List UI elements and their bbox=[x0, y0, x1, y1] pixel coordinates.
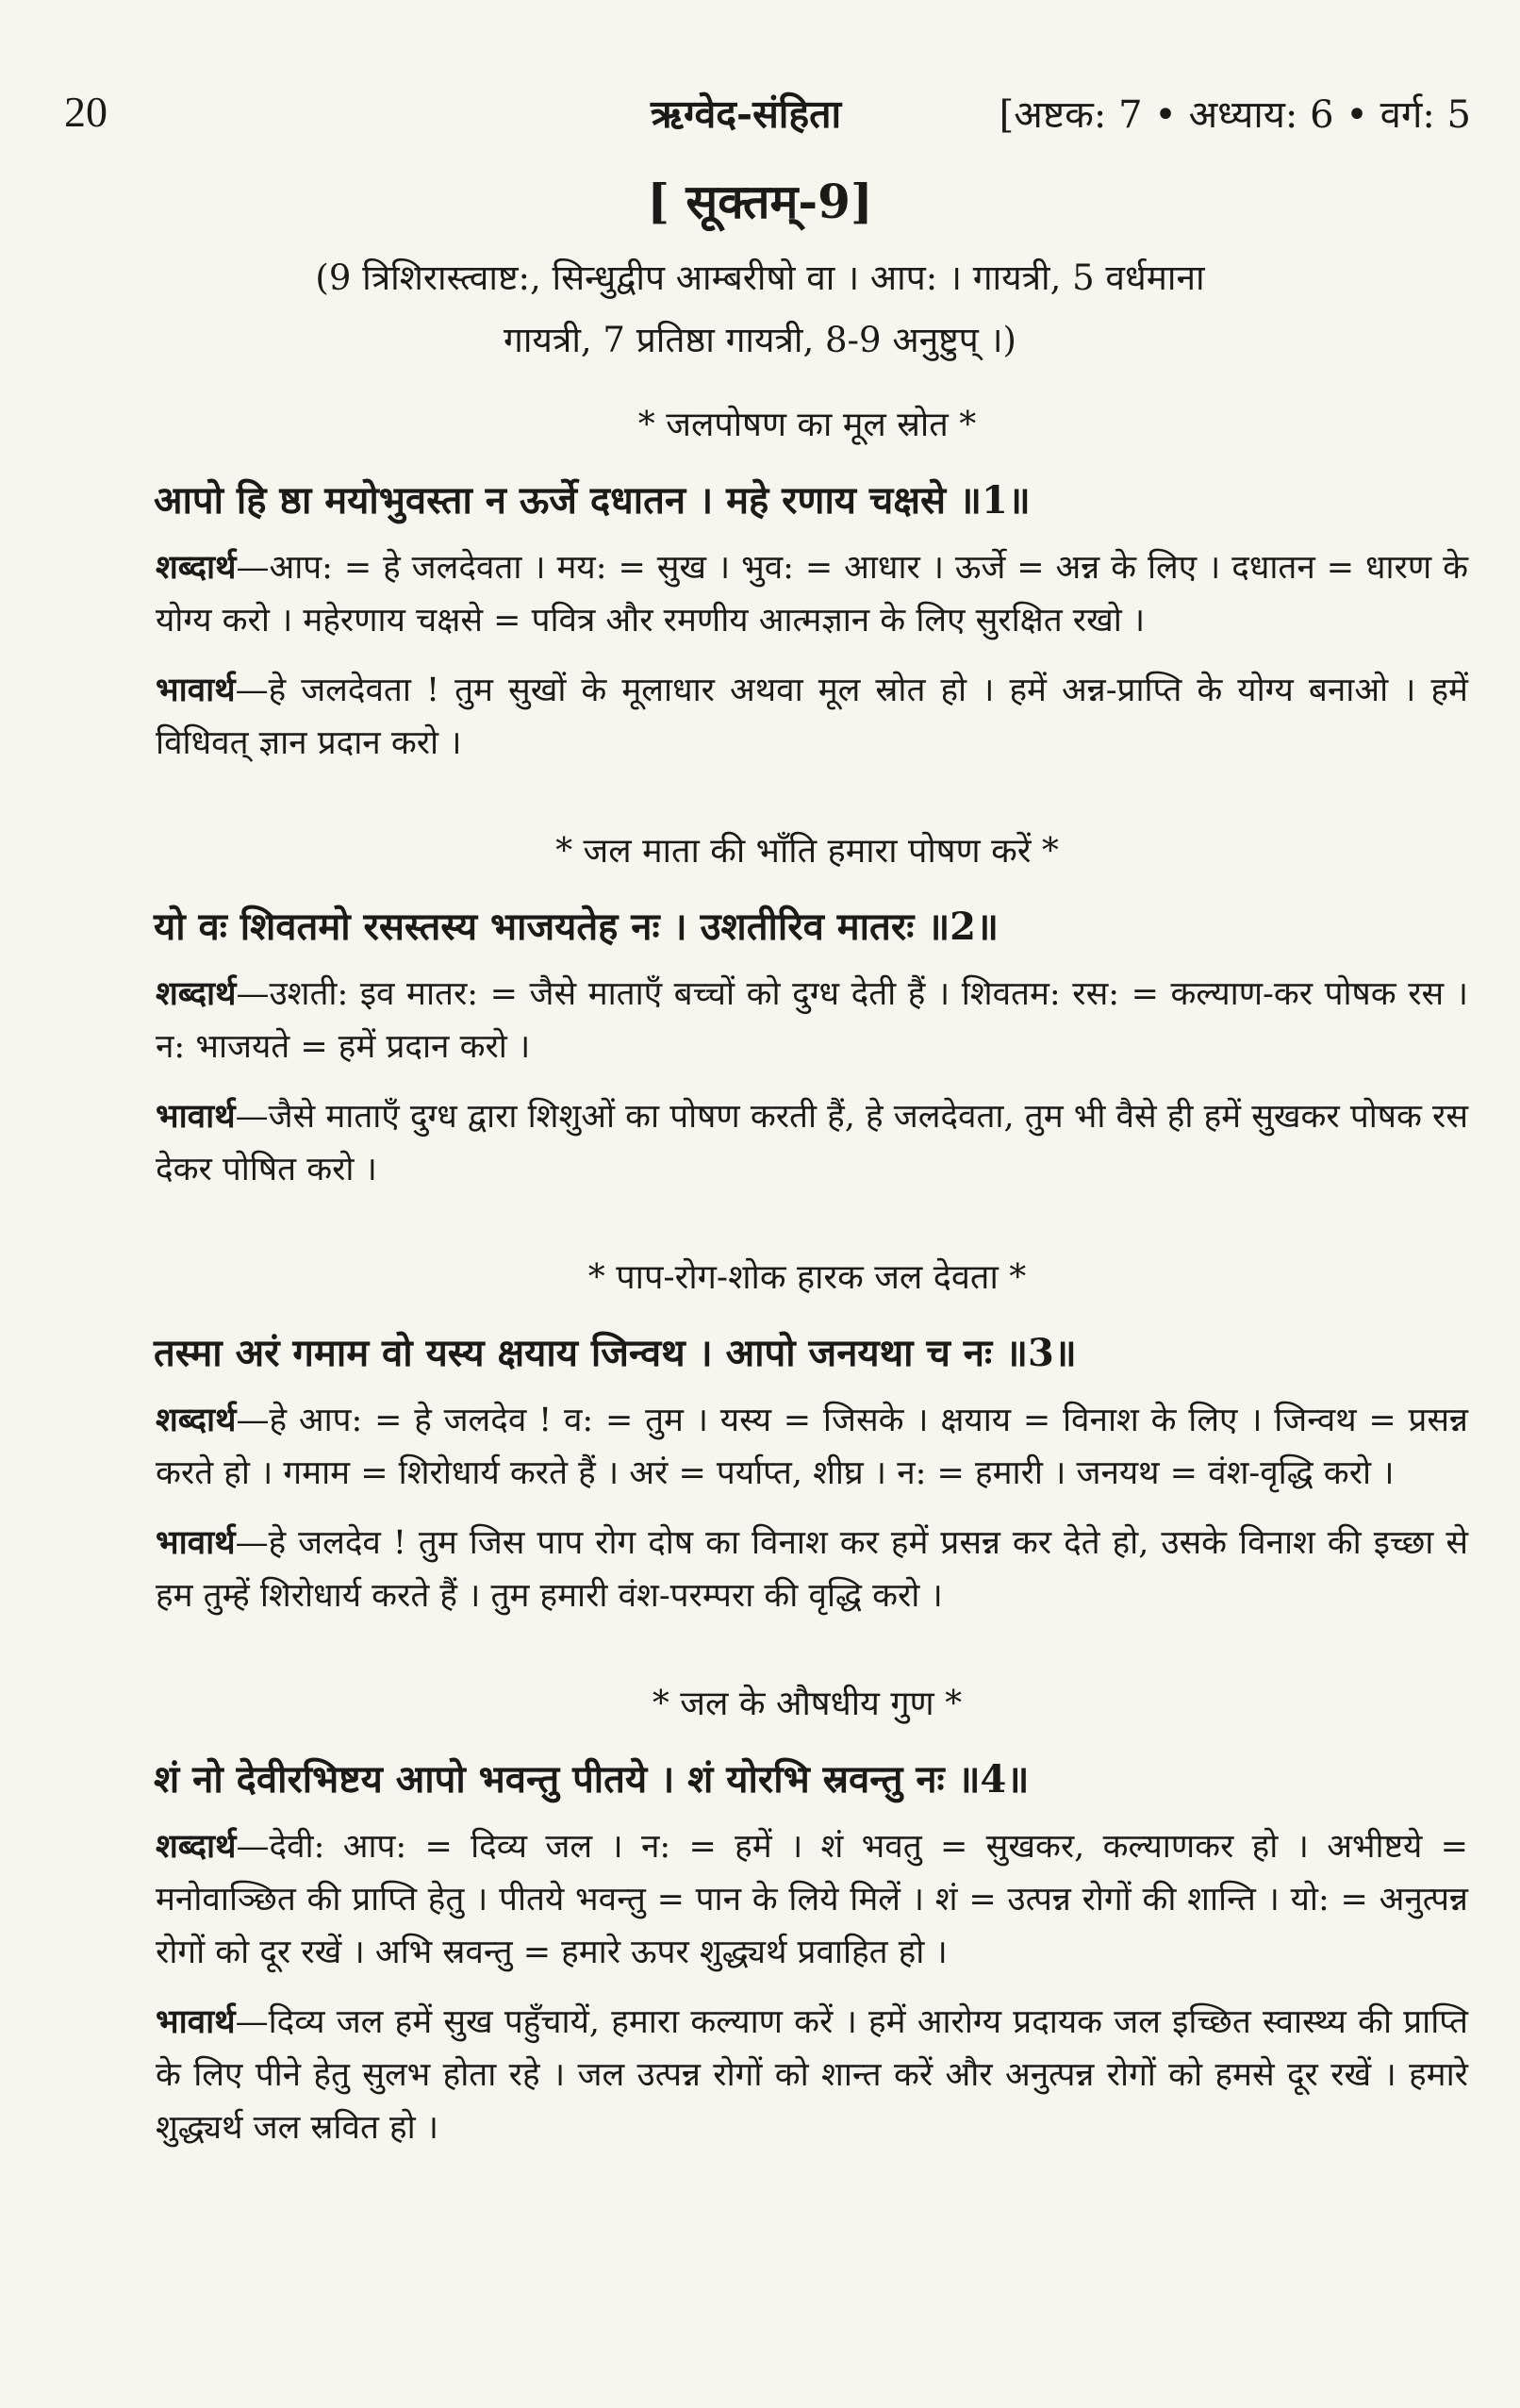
shabdartha-paragraph bbox=[146, 541, 1468, 647]
bhavartha-label: भावार्थ bbox=[156, 671, 236, 709]
verses-content bbox=[146, 396, 1468, 2171]
verse-section-4 bbox=[146, 1675, 1468, 2154]
section-heading: * जल के औषधीय गुण * bbox=[652, 1685, 963, 1723]
verse-section-1 bbox=[146, 396, 1468, 770]
book-title: ऋग्वेद-संहिता bbox=[651, 91, 842, 137]
section-heading: * जल माता की भाँति हमारा पोषण करें * bbox=[555, 832, 1059, 871]
bhavartha-paragraph bbox=[146, 664, 1468, 770]
page-number: 20 bbox=[64, 88, 107, 136]
chapter-reference: [अष्टक: 7 • अध्याय: 6 • वर्ग: 5 bbox=[999, 93, 1471, 137]
bhavartha-label: भावार्थ bbox=[156, 1097, 236, 1136]
sukta-meta-line-1: (9 त्रिशिरास्त्वाष्ट:, सिन्धुद्वीप आम्बरीषो वा । आप: । गायत्री, 5 वर्धमाना bbox=[315, 257, 1205, 298]
verse-section-2 bbox=[146, 822, 1468, 1196]
sukta-meta bbox=[0, 247, 1520, 372]
bhavartha-text: —हे जलदेवता ! तुम सुखों के मूलाधार अथवा मूल स्रोत हो । हमें अन्न-प्राप्ति के योग्य बनाओ । हमें विधिवत् ज्ञान प्रदान करो । bbox=[156, 672, 1468, 762]
bhavartha-text: —दिव्य जल हमें सुख पहुँचायें, हमारा कल्याण करें । हमें आरोग्य प्रदायक जल इच्छित स्वास्थ्य की प्राप्ति के लिए पीने हेतु सुलभ होता रहे । जल उत्पन्न रोगों को शान्त करें और अनुत्पन्न रोगों को हमसे दूर रखें । हमारे शुद्ध्यर्थ जल स्रवित हो । bbox=[156, 2003, 1468, 2147]
shabdartha-text: —देवी: आप: = दिव्य जल । न: = हमें । शं भवतु = सुखकर, कल्याणकर हो । अभीष्टये = मनोवाञ्छित की प्राप्ति हेतु । पीतये भवन्तु = पान के लिये मिलें । शं = उत्पन्न रोगों की शान्ति । यो: = अनुत्पन्न रोगों को दूर रखें । अभि स्रवन्तु = हमारे ऊपर शुद्ध्यर्थ प्रवाहित हो । bbox=[156, 1828, 1468, 1971]
sukta-meta-line-2: गायत्री, 7 प्रतिष्ठा गायत्री, 8-9 अनुष्टुप् ।) bbox=[504, 320, 1016, 360]
bhavartha-label: भावार्थ bbox=[156, 2002, 236, 2041]
shabdartha-label: शब्दार्थ bbox=[156, 548, 237, 587]
shabdartha-label: शब्दार्थ bbox=[156, 1827, 237, 1866]
shabdartha-paragraph bbox=[146, 1820, 1468, 1979]
bhavartha-paragraph bbox=[146, 1517, 1468, 1622]
shabdartha-label: शब्दार्थ bbox=[156, 1401, 237, 1439]
shabdartha-text: —आप: = हे जलदेवता । मय: = सुख । भुव: = आधार । ऊर्जे = अन्न के लिए । दधातन = धारण के योग्य करो । महेरणाय चक्षसे = पवित्र और रमणीय आत्मज्ञान के लिए सुरक्षित रखो । bbox=[156, 549, 1468, 639]
mantra: तस्मा अरं गमाम वो यस्य क्षयाय जिन्वथ । आपो जनयथा च नः ॥3॥ bbox=[154, 1331, 1077, 1375]
shabdartha-label: शब्दार्थ bbox=[156, 974, 237, 1013]
bhavartha-text: —हे जलदेव ! तुम जिस पाप रोग दोष का विनाश कर हमें प्रसन्न कर देते हो, उसके विनाश की इच्छा से हम तुम्हें शिरोधार्य करते हैं । तुम हमारी वंश-परम्परा की वृद्धि करो । bbox=[156, 1524, 1468, 1615]
section-heading: * जलपोषण का मूल स्रोत * bbox=[637, 406, 977, 444]
shabdartha-text: —हे आप: = हे जलदेव ! व: = तुम । यस्य = जिसके । क्षयाय = विनाश के लिए । जिन्वथ = प्रसन्न करते हो । गमाम = शिरोधार्य करते हैं । अरं = पर्याप्त, शीघ्र । न: = हमारी । जनयथ = वंश-वृद्धि करो । bbox=[156, 1402, 1468, 1492]
mantra: शं नो देवीरभिष्टय आपो भवन्तु पीतये । शं योरभि स्रवन्तु नः ॥4॥ bbox=[154, 1757, 1030, 1802]
mantra: यो वः शिवतमो रसस्तस्य भाजयतेह नः । उशतीरिव मातरः ॥2॥ bbox=[154, 905, 999, 949]
sukta-title: [ सूक्तम्-9] bbox=[647, 174, 873, 229]
bhavartha-text: —जैसे माताएँ दुग्ध द्वारा शिशुओं का पोषण करती हैं, हे जलदेवता, तुम भी वैसे ही हमें सुखकर पोषक रस देकर पोषित करो । bbox=[156, 1098, 1468, 1188]
bhavartha-paragraph bbox=[146, 1996, 1468, 2154]
shabdartha-text: —उशती: इव मातर: = जैसे माताएँ बच्चों को दुग्ध देती हैं । शिवतम: रस: = कल्याण-कर पोषक रस । न: भाजयते = हमें प्रदान करो । bbox=[156, 975, 1468, 1066]
shabdartha-paragraph bbox=[146, 968, 1468, 1073]
mantra: आपो हि ष्ठा मयोभुवस्ता न ऊर्जे दधातन । महे रणाय चक्षसे ॥1॥ bbox=[154, 478, 1031, 523]
shabdartha-paragraph bbox=[146, 1394, 1468, 1500]
bhavartha-paragraph bbox=[146, 1090, 1468, 1196]
page-header bbox=[55, 87, 1471, 143]
bhavartha-label: भावार्थ bbox=[156, 1523, 236, 1562]
verse-section-3 bbox=[146, 1249, 1468, 1622]
section-heading: * पाप-रोग-शोक हारक जल देवता * bbox=[587, 1258, 1027, 1297]
